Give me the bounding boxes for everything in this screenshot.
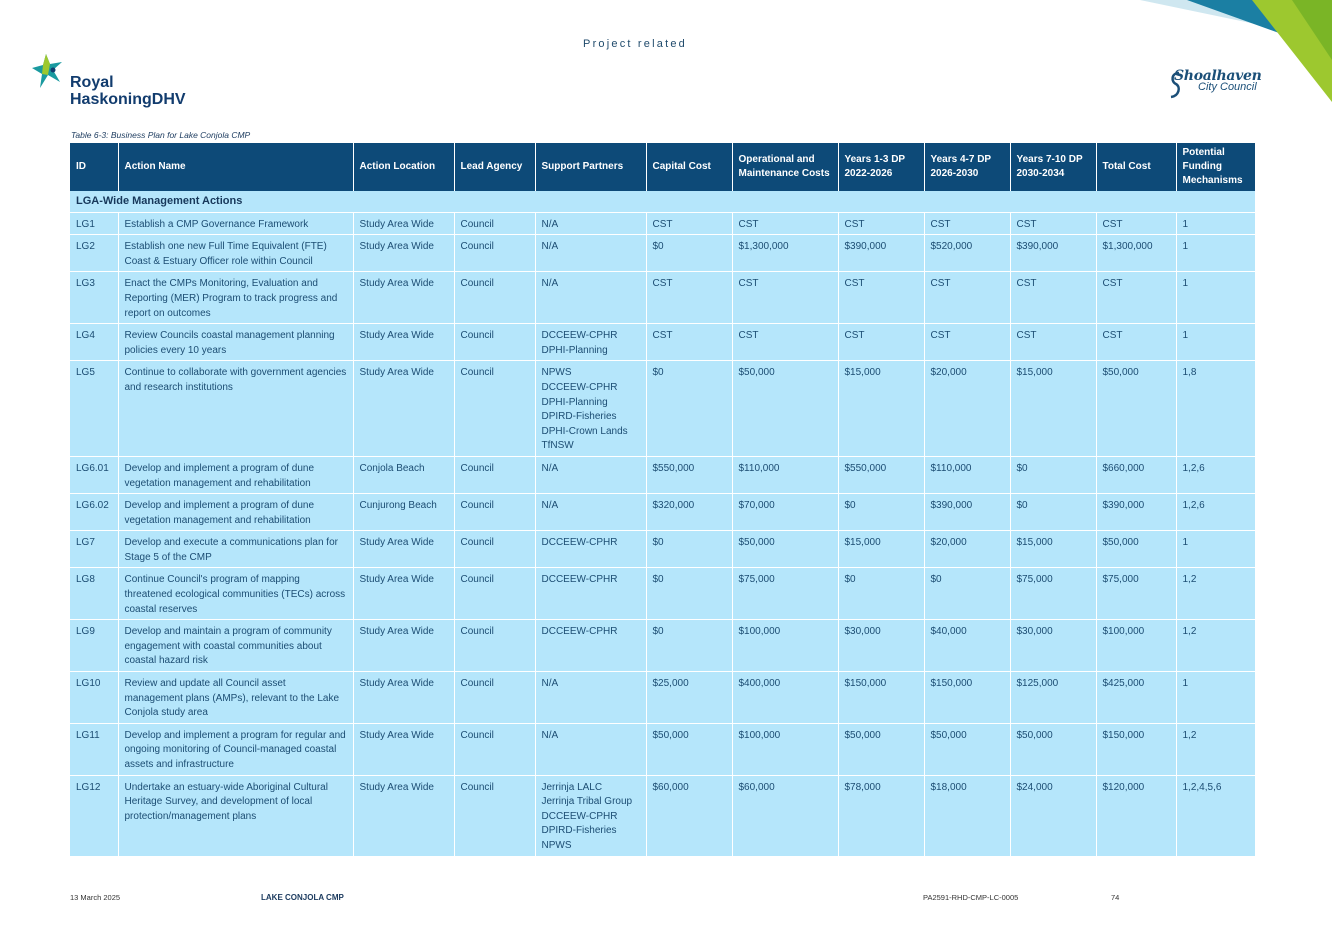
cell-action-name: Develop and implement a program of dune vegetation management and rehabilitation [118,494,353,531]
cell-years-1-3: $30,000 [838,620,924,672]
cell-support-partners: Jerrinja LALC Jerrinja Tribal Group DCCEEW-CPHR DPIRD-Fisheries NPWS [535,775,646,856]
cell-operational-costs: CST [732,212,838,235]
cell-years-1-3: $78,000 [838,775,924,856]
cell-action-name: Develop and implement a program of dune vegetation management and rehabilitation [118,456,353,493]
cell-funding-mechanisms: 1,2 [1176,620,1255,672]
cell-years-1-3: CST [838,212,924,235]
cell-total-cost: $50,000 [1096,531,1176,568]
table-row [70,324,1255,361]
cell-years-4-7: $40,000 [924,620,1010,672]
header-years-1-3: Years 1-3 DP 2022-2026 [838,143,924,191]
cell-operational-costs: $75,000 [732,568,838,620]
cell-id: LG12 [70,775,118,856]
cell-lead-agency: Council [454,235,535,272]
footer-date: 13 March 2025 [70,893,121,902]
cell-lead-agency: Council [454,212,535,235]
cell-years-4-7: $390,000 [924,494,1010,531]
cell-lead-agency: Council [454,361,535,457]
cell-funding-mechanisms: 1 [1176,531,1255,568]
cell-years-4-7: $20,000 [924,531,1010,568]
cell-action-name: Review Councils coastal management planning policies every 10 years [118,324,353,361]
cell-funding-mechanisms: 1,8 [1176,361,1255,457]
cell-lead-agency: Council [454,324,535,361]
cell-years-7-10: $24,000 [1010,775,1096,856]
cell-years-1-3: CST [838,324,924,361]
cell-funding-mechanisms: 1,2,6 [1176,456,1255,493]
cell-years-7-10: CST [1010,272,1096,324]
rhdhv-star-icon [32,52,66,94]
cell-years-4-7: CST [924,272,1010,324]
cell-total-cost: $660,000 [1096,456,1176,493]
cell-action-location: Study Area Wide [353,672,454,724]
table-row [70,531,1255,568]
cell-action-location: Study Area Wide [353,212,454,235]
cell-action-name: Develop and maintain a program of community engagement with coastal communities about coastal hazard risk [118,620,353,672]
cell-capital-cost: $0 [646,235,732,272]
cell-capital-cost: $60,000 [646,775,732,856]
cell-funding-mechanisms: 1 [1176,672,1255,724]
cell-support-partners: N/A [535,272,646,324]
footer-page-number: 74 [1111,893,1120,902]
cell-years-7-10: CST [1010,212,1096,235]
cell-years-1-3: $15,000 [838,531,924,568]
cell-lead-agency: Council [454,672,535,724]
cell-action-location: Cunjurong Beach [353,494,454,531]
cell-capital-cost: $50,000 [646,723,732,775]
cell-years-1-3: CST [838,272,924,324]
cell-support-partners: DCCEEW-CPHR DPHI-Planning [535,324,646,361]
footer-project: LAKE CONJOLA CMP [261,893,344,902]
header-support-partners: Support Partners [535,143,646,191]
cell-action-location: Study Area Wide [353,531,454,568]
cell-action-location: Conjola Beach [353,456,454,493]
cell-action-location: Study Area Wide [353,272,454,324]
footer-doc-ref: PA2591-RHD-CMP-LC-0005 [923,893,1019,902]
cell-id: LG2 [70,235,118,272]
cell-action-location: Study Area Wide [353,775,454,856]
cell-years-7-10: CST [1010,324,1096,361]
business-plan-table [70,143,1256,857]
rhdhv-logo-line2: HaskoningDHV [70,91,186,108]
cell-capital-cost: $320,000 [646,494,732,531]
cell-action-name: Review and update all Council asset management plans (AMPs), relevant to the Lake Conjola study area [118,672,353,724]
header-operational-costs: Operational and Maintenance Costs [732,143,838,191]
cell-operational-costs: CST [732,324,838,361]
cell-action-location: Study Area Wide [353,620,454,672]
cell-action-location: Study Area Wide [353,324,454,361]
cell-operational-costs: $100,000 [732,723,838,775]
cell-total-cost: CST [1096,272,1176,324]
cell-funding-mechanisms: 1 [1176,212,1255,235]
cell-total-cost: $50,000 [1096,361,1176,457]
header-lead-agency: Lead Agency [454,143,535,191]
cell-years-7-10: $30,000 [1010,620,1096,672]
cell-lead-agency: Council [454,723,535,775]
cell-support-partners: N/A [535,672,646,724]
cell-lead-agency: Council [454,272,535,324]
cell-years-4-7: $110,000 [924,456,1010,493]
cell-action-location: Study Area Wide [353,723,454,775]
cell-operational-costs: $100,000 [732,620,838,672]
cell-funding-mechanisms: 1 [1176,324,1255,361]
cell-capital-cost: $0 [646,620,732,672]
cell-years-4-7: $520,000 [924,235,1010,272]
section-title: LGA-Wide Management Actions [70,191,1255,212]
cell-action-name: Continue Council's program of mapping threatened ecological communities (TECs) across coastal reserves [118,568,353,620]
header-action-location: Action Location [353,143,454,191]
cell-total-cost: $100,000 [1096,620,1176,672]
table-row [70,235,1255,272]
cell-capital-cost: $0 [646,531,732,568]
cell-support-partners: N/A [535,494,646,531]
cell-id: LG11 [70,723,118,775]
cell-total-cost: $390,000 [1096,494,1176,531]
royal-haskoningdhv-logo [32,52,186,108]
cell-action-location: Study Area Wide [353,235,454,272]
cell-years-1-3: $390,000 [838,235,924,272]
cell-capital-cost: CST [646,272,732,324]
section-row [70,191,1255,212]
cell-years-7-10: $15,000 [1010,531,1096,568]
cell-id: LG1 [70,212,118,235]
cell-support-partners: DCCEEW-CPHR [535,620,646,672]
cell-action-name: Continue to collaborate with government agencies and research institutions [118,361,353,457]
header-total-cost: Total Cost [1096,143,1176,191]
cell-action-location: Study Area Wide [353,568,454,620]
table-row [70,212,1255,235]
cell-id: LG6.02 [70,494,118,531]
cell-action-name: Establish one new Full Time Equivalent (FTE) Coast & Estuary Officer role within Council [118,235,353,272]
table-caption: Table 6-3: Business Plan for Lake Conjola CMP [71,130,251,140]
cell-operational-costs: $110,000 [732,456,838,493]
cell-action-name: Establish a CMP Governance Framework [118,212,353,235]
cell-total-cost: $120,000 [1096,775,1176,856]
cell-support-partners: N/A [535,212,646,235]
cell-capital-cost: $0 [646,361,732,457]
cell-lead-agency: Council [454,620,535,672]
cell-funding-mechanisms: 1 [1176,235,1255,272]
cell-years-4-7: $18,000 [924,775,1010,856]
cell-years-4-7: $50,000 [924,723,1010,775]
cell-operational-costs: $400,000 [732,672,838,724]
cell-action-name: Develop and implement a program for regular and ongoing monitoring of Council-managed coastal assets and infrastructure [118,723,353,775]
table-row [70,672,1255,724]
cell-support-partners: NPWS DCCEEW-CPHR DPHI-Planning DPIRD-Fisheries DPHI-Crown Lands TfNSW [535,361,646,457]
shoalhaven-city-council-logo [1168,68,1278,100]
cell-years-1-3: $0 [838,494,924,531]
cell-lead-agency: Council [454,568,535,620]
cell-capital-cost: $0 [646,568,732,620]
cell-capital-cost: $550,000 [646,456,732,493]
table-row [70,456,1255,493]
cell-total-cost: $1,300,000 [1096,235,1176,272]
cell-support-partners: DCCEEW-CPHR [535,568,646,620]
cell-funding-mechanisms: 1,2,6 [1176,494,1255,531]
cell-lead-agency: Council [454,494,535,531]
cell-operational-costs: $1,300,000 [732,235,838,272]
cell-id: LG8 [70,568,118,620]
cell-years-7-10: $0 [1010,494,1096,531]
cell-years-7-10: $0 [1010,456,1096,493]
table-row [70,620,1255,672]
cell-action-name: Enact the CMPs Monitoring, Evaluation and Reporting (MER) Program to track progress and report on outcomes [118,272,353,324]
cell-action-location: Study Area Wide [353,361,454,457]
header-years-4-7: Years 4-7 DP 2026-2030 [924,143,1010,191]
cell-action-name: Develop and execute a communications plan for Stage 5 of the CMP [118,531,353,568]
cell-years-1-3: $15,000 [838,361,924,457]
shoalhaven-logo-line2: City Council [1198,81,1257,93]
cell-years-1-3: $0 [838,568,924,620]
cell-years-7-10: $125,000 [1010,672,1096,724]
cell-id: LG5 [70,361,118,457]
header-action-name: Action Name [118,143,353,191]
cell-capital-cost: $25,000 [646,672,732,724]
table-row [70,494,1255,531]
cell-capital-cost: CST [646,212,732,235]
cell-lead-agency: Council [454,531,535,568]
cell-years-1-3: $50,000 [838,723,924,775]
cell-id: LG4 [70,324,118,361]
cell-support-partners: N/A [535,235,646,272]
cell-total-cost: $150,000 [1096,723,1176,775]
cell-years-1-3: $150,000 [838,672,924,724]
cell-id: LG10 [70,672,118,724]
document-header-label: Project related [583,38,687,50]
cell-years-4-7: CST [924,324,1010,361]
rhdhv-logo-line1: Royal [70,74,114,91]
table-row [70,361,1255,457]
cell-years-7-10: $50,000 [1010,723,1096,775]
cell-total-cost: $75,000 [1096,568,1176,620]
cell-capital-cost: CST [646,324,732,361]
header-id: ID [70,143,118,191]
table-row [70,723,1255,775]
table-row [70,568,1255,620]
cell-support-partners: DCCEEW-CPHR [535,531,646,568]
table-row [70,272,1255,324]
cell-id: LG9 [70,620,118,672]
cell-funding-mechanisms: 1,2 [1176,568,1255,620]
cell-funding-mechanisms: 1,2 [1176,723,1255,775]
table-header-row [70,143,1255,191]
cell-action-name: Undertake an estuary-wide Aboriginal Cultural Heritage Survey, and development of local protection/management plans [118,775,353,856]
cell-operational-costs: $70,000 [732,494,838,531]
shoalhaven-logo-line1: Shoalhaven [1174,68,1262,84]
cell-years-1-3: $550,000 [838,456,924,493]
cell-years-4-7: CST [924,212,1010,235]
cell-id: LG7 [70,531,118,568]
cell-years-4-7: $150,000 [924,672,1010,724]
header-years-7-10: Years 7-10 DP 2030-2034 [1010,143,1096,191]
cell-years-4-7: $0 [924,568,1010,620]
cell-id: LG3 [70,272,118,324]
header-capital-cost: Capital Cost [646,143,732,191]
cell-lead-agency: Council [454,456,535,493]
header-funding-mechanisms: Potential Funding Mechanisms [1176,143,1255,191]
cell-years-7-10: $390,000 [1010,235,1096,272]
cell-operational-costs: $50,000 [732,531,838,568]
cell-operational-costs: $50,000 [732,361,838,457]
cell-support-partners: N/A [535,456,646,493]
cell-id: LG6.01 [70,456,118,493]
cell-total-cost: $425,000 [1096,672,1176,724]
cell-operational-costs: $60,000 [732,775,838,856]
cell-total-cost: CST [1096,324,1176,361]
cell-funding-mechanisms: 1,2,4,5,6 [1176,775,1255,856]
cell-operational-costs: CST [732,272,838,324]
cell-lead-agency: Council [454,775,535,856]
table-row [70,775,1255,856]
cell-total-cost: CST [1096,212,1176,235]
cell-years-7-10: $15,000 [1010,361,1096,457]
cell-years-4-7: $20,000 [924,361,1010,457]
cell-funding-mechanisms: 1 [1176,272,1255,324]
cell-years-7-10: $75,000 [1010,568,1096,620]
cell-support-partners: N/A [535,723,646,775]
